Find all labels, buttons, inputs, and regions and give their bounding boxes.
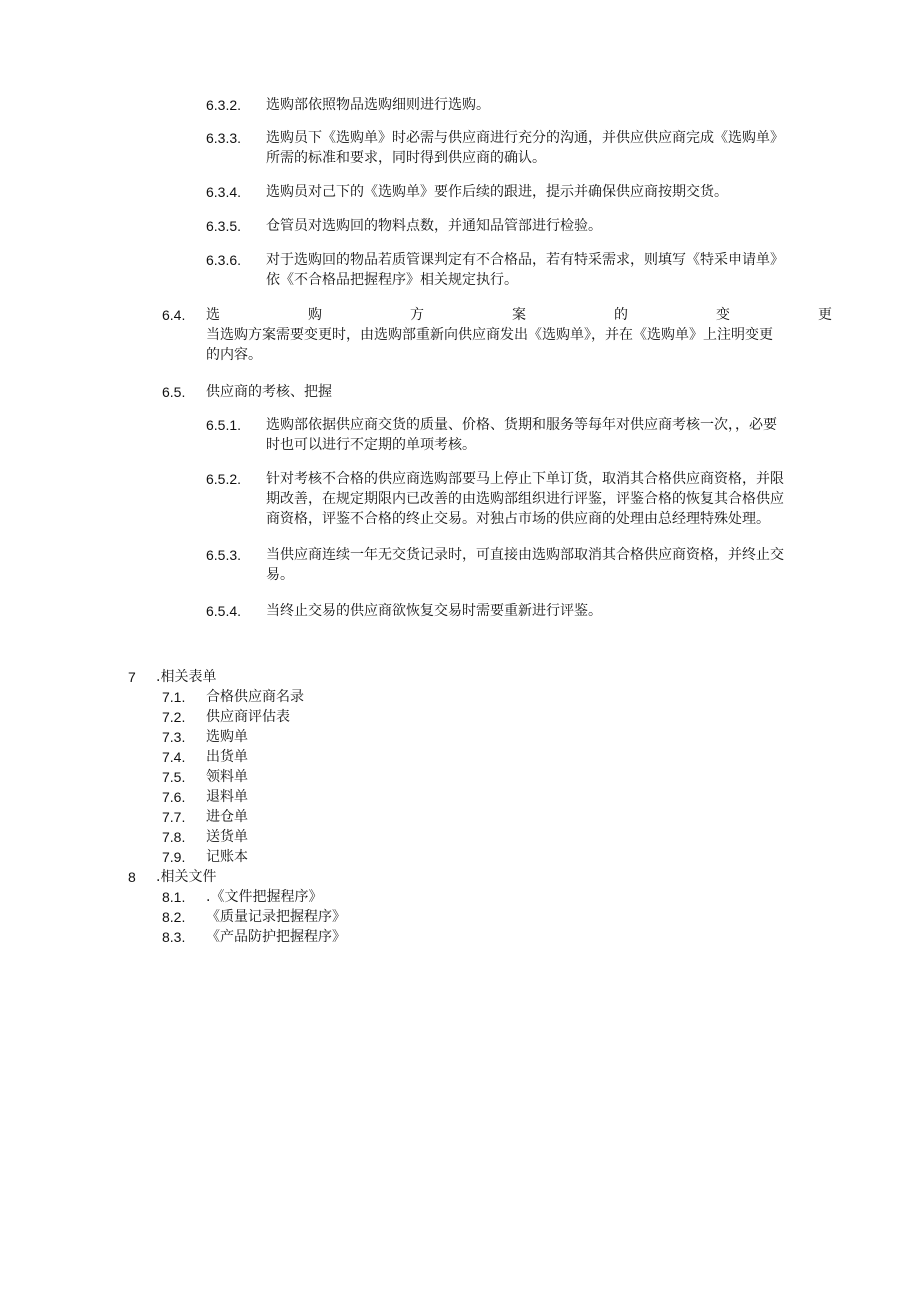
clause-title: 供应商的考核、把握 — [206, 384, 332, 400]
clause-text: 当供应商连续一年无交货记录时，可直接由选购部取消其合格供应商资格，并终止交 易。 — [266, 547, 784, 583]
clause-number: 6.5.3. — [206, 547, 242, 563]
clause-text: 选购部依据供应商交货的质量、价格、货期和服务等每年对供应商考核一次，，必要 时也可以进行不定期的单项考核。 — [266, 417, 777, 453]
section-title: .相关表单 — [156, 669, 217, 685]
clause-number: 6.4. — [162, 307, 186, 323]
clause-text: 仓管员对选购回的物料点数，并通知品管部进行检验。 — [266, 218, 602, 234]
clause-number: 6.5.4. — [206, 603, 242, 619]
clause-6-4-title: 选 购 方 案 的 变 更 — [206, 307, 832, 323]
clause-number: 6.3.5. — [206, 218, 242, 234]
clause-text: 选 购 方 案 的 变 更 当选购方案需要变更时，由选购部重新向供应商发出《选购单》，并在《选购单》上注明变更 的内容。 — [206, 307, 832, 363]
document-page: 6.3.2. 选购部依照物品选购细则进行选购。 6.3.3. 选购员下《选购单》时必需与供应商进行充分的沟通，并供应供应商完成《选购单》 所需的标准和要求，同时得到供应商的确认。 6.3.4. 选购员对己下的《选购单》要作后续的跟进，提示并确保供应商按期交货。 6.3.5. 仓管员对选购回的物料点数，并通知品管部进行检验。 6.3.6. 对于选购回的物品若质管课判定有不合格品，若有特采需求，则填写《特采申请单》 依《不合格品把握程序》相关规定执行。 6.4. 选 购 方 案 的 变 更 当选购方案需要变更时，由选购部重新向供应商发出《选购单》，并在《选购单》上注明变更 的内容。 6.5. 供应商的考核、把握 6.5.1. 选购部依据供应商交货的质量、价格、货期和服务等每年对供应商考核一次，，必要 时也可以进行不定期的单项考核。 6.5.2. 针对考核不合格的供应商选购部要马上停止下单订货，取消其合格供应商资格，并限 期改善，在规定期限内已改善的由选购部组织进行评鉴，评鉴合格的恢复其合格供应 商资格，评鉴不合格的终止交易。对独占市场的供应商的处理由总经理特殊处理。 6.5.3. 当供应商连续一年无交货记录时，可直接由选购部取消其合格供应商资格，并终止交 易。 6.5.4. 当终止交易的供应商欲恢复交易时需要重新进行评鉴。 7 .相关表单 7.1. 合格供应商名录 7.2. 供应商评估表 7.3. 选购单 7.4. 出货单 7.5. 领料单 7.6. 退料单 7.7. 进仓单 7.8. 送货单 7.9. 记账本 8 .相关文件 8.1. .《文件把握程序》 8.2. 《质量记录把握程序》 8.3. 《产品防护把握程序》 — [0, 0, 920, 1301]
clause-number: 6.5.1. — [206, 417, 242, 433]
clause-text: 选购部依照物品选购细则进行选购。 — [266, 97, 490, 113]
clause-number: 6.3.4. — [206, 184, 242, 200]
clause-text: 选购员对己下的《选购单》要作后续的跟进，提示并确保供应商按期交货。 — [266, 184, 728, 200]
section-number: 7 — [128, 669, 136, 685]
clause-text: 对于选购回的物品若质管课判定有不合格品，若有特采需求，则填写《特采申请单》 依《不合格品把握程序》相关规定执行。 — [266, 252, 784, 288]
clause-number: 6.3.2. — [206, 97, 242, 113]
clause-text: 当终止交易的供应商欲恢复交易时需要重新进行评鉴。 — [266, 603, 602, 619]
clause-number: 6.5. — [162, 384, 186, 400]
clause-text: 选购员下《选购单》时必需与供应商进行充分的沟通，并供应供应商完成《选购单》 所需的标准和要求，同时得到供应商的确认。 — [266, 130, 784, 166]
clause-number: 6.3.3. — [206, 130, 242, 146]
clause-text: 针对考核不合格的供应商选购部要马上停止下单订货，取消其合格供应商资格，并限 期改善，在规定期限内已改善的由选购部组织进行评鉴，评鉴合格的恢复其合格供应 商资格，评鉴不合格的终止交易。对独占市场的供应商的处理由总经理特殊处理。 — [266, 471, 784, 527]
section-number: 8 — [128, 869, 136, 885]
clause-number: 6.3.6. — [206, 252, 242, 268]
clause-number: 6.5.2. — [206, 471, 242, 487]
section-title: .相关文件 — [156, 869, 217, 885]
